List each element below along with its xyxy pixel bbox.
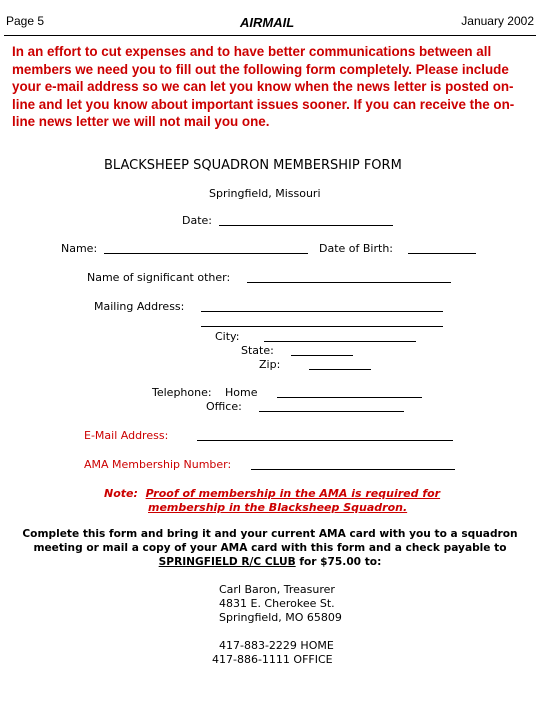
mailing-address-label: Mailing Address: <box>94 300 185 313</box>
treasurer-city: Springfield, MO 65809 <box>219 611 342 624</box>
significant-other-field[interactable] <box>247 282 451 283</box>
treasurer-name: Carl Baron, Treasurer <box>219 583 335 596</box>
header-rule <box>4 35 536 36</box>
newsletter-title: AIRMAIL <box>240 15 295 30</box>
date-field[interactable] <box>219 225 393 226</box>
dob-field[interactable] <box>408 253 476 254</box>
home-phone-field[interactable] <box>277 397 422 398</box>
form-location: Springfield, Missouri <box>209 187 321 200</box>
instructions-line-3 <box>0 556 540 568</box>
home-label: Home <box>225 386 258 399</box>
name-field[interactable] <box>104 253 308 254</box>
note-text-1: Proof of membership in the AMA is required for <box>145 487 441 500</box>
city-label: City: <box>215 330 240 343</box>
phone-home: 417-883-2229 HOME <box>219 639 334 652</box>
intro-paragraph: In an effort to cut expenses and to have better communications between all members we need you to fill out the following form completely. Please include your e-mail address so we can let you know when the news letter is posted on-line and let you know about important issues sooner. If you can receive the on-line news letter we will not mail you one. <box>12 44 515 129</box>
city-field[interactable] <box>264 341 416 342</box>
form-title: BLACKSHEEP SQUADRON MEMBERSHIP FORM <box>104 158 402 173</box>
name-label: Name: <box>61 242 98 255</box>
instructions-suffix: for $75.00 to: <box>295 556 382 568</box>
note-text-2: membership in the Blacksheep Squadron. <box>148 501 408 514</box>
treasurer-street: 4831 E. Cherokee St. <box>219 597 335 610</box>
note-prefix: Note: <box>104 487 138 500</box>
dob-label: Date of Birth: <box>319 242 394 255</box>
note-line-2 <box>148 501 407 514</box>
ama-number-field[interactable] <box>251 469 455 470</box>
zip-field[interactable] <box>309 369 371 370</box>
state-field[interactable] <box>291 355 353 356</box>
zip-label: Zip: <box>259 358 281 371</box>
ama-number-label: AMA Membership Number: <box>84 458 232 471</box>
issue-date: January 2002 <box>461 14 534 28</box>
club-name: SPRINGFIELD R/C CLUB <box>158 556 296 568</box>
email-label: E-Mail Address: <box>84 429 169 442</box>
email-field[interactable] <box>197 440 453 441</box>
page-number: Page 5 <box>6 14 45 28</box>
instructions-line-2: meeting or mail a copy of your AMA card with this form and a check payable to <box>33 542 507 554</box>
note-line-1 <box>104 487 440 500</box>
phone-office: 417-886-1111 OFFICE <box>212 653 333 666</box>
instructions-line-1: Complete this form and bring it and your current AMA card with you to a squadron <box>22 528 518 540</box>
significant-other-label: Name of significant other: <box>87 271 231 284</box>
office-phone-field[interactable] <box>259 411 404 412</box>
date-label: Date: <box>182 214 212 227</box>
mailing-address-field-1[interactable] <box>201 311 443 312</box>
mailing-address-field-2[interactable] <box>201 326 443 327</box>
state-label: State: <box>241 344 274 357</box>
telephone-label: Telephone: <box>152 386 212 399</box>
office-label: Office: <box>206 400 242 413</box>
